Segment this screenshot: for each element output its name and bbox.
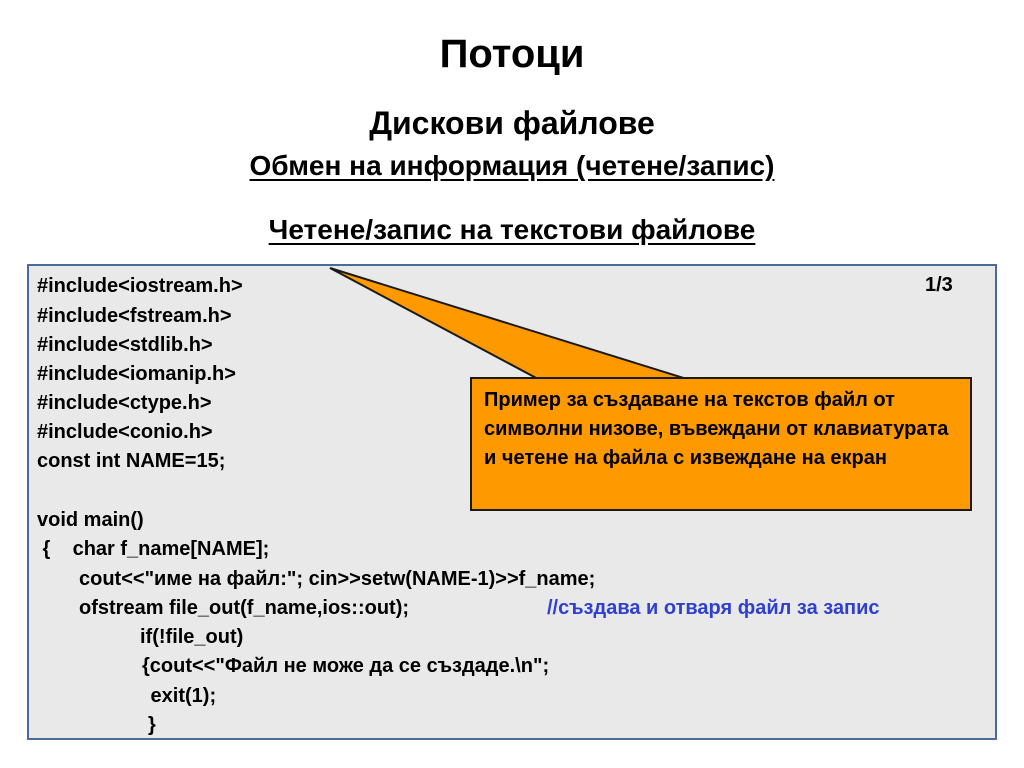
page-number: 1/3 <box>925 274 953 296</box>
code-line-if-not-file-out: if(!file_out) <box>140 626 244 648</box>
code-line-char-fname: { char f_name[NAME]; <box>37 538 270 560</box>
code-line-ofstream: ofstream file_out(f_name,ios::out); <box>79 597 410 619</box>
section-heading-exchange: Обмен на информация (четене/запис) <box>249 150 775 181</box>
code-line-include-stdlib: #include<stdlib.h> <box>37 334 213 356</box>
callout-note: Пример за създаване на текстов файл от символни низове, въвеждани от клавиатурата и четене на файла с извеждане на екран <box>470 377 972 511</box>
code-line-exit: exit(1); <box>145 685 217 707</box>
code-line-include-conio: #include<conio.h> <box>37 421 213 443</box>
code-line-closing-brace: } <box>148 714 156 736</box>
code-line-void-main: void main() <box>37 509 144 531</box>
code-line-include-iomanip: #include<iomanip.h> <box>37 363 236 385</box>
code-line-cout-error: {cout<<"Файл не може да се създаде.\n"; <box>142 655 550 677</box>
code-line-include-iostream: #include<iostream.h> <box>37 275 243 297</box>
section-heading-text-files: Четене/запис на текстови файлове <box>268 214 756 245</box>
code-comment-create-file: //създава и отваря файл за запис <box>547 597 880 619</box>
slide-title: Потоци <box>439 32 585 76</box>
slide-subtitle: Дискови файлове <box>369 105 655 141</box>
code-line-const-name: const int NAME=15; <box>37 450 226 472</box>
code-line-include-fstream: #include<fstream.h> <box>37 305 232 327</box>
code-line-cout-filename: cout<<"име на файл:"; cin>>setw(NAME-1)>>f_name; <box>79 568 596 590</box>
code-line-include-ctype: #include<ctype.h> <box>37 392 212 414</box>
